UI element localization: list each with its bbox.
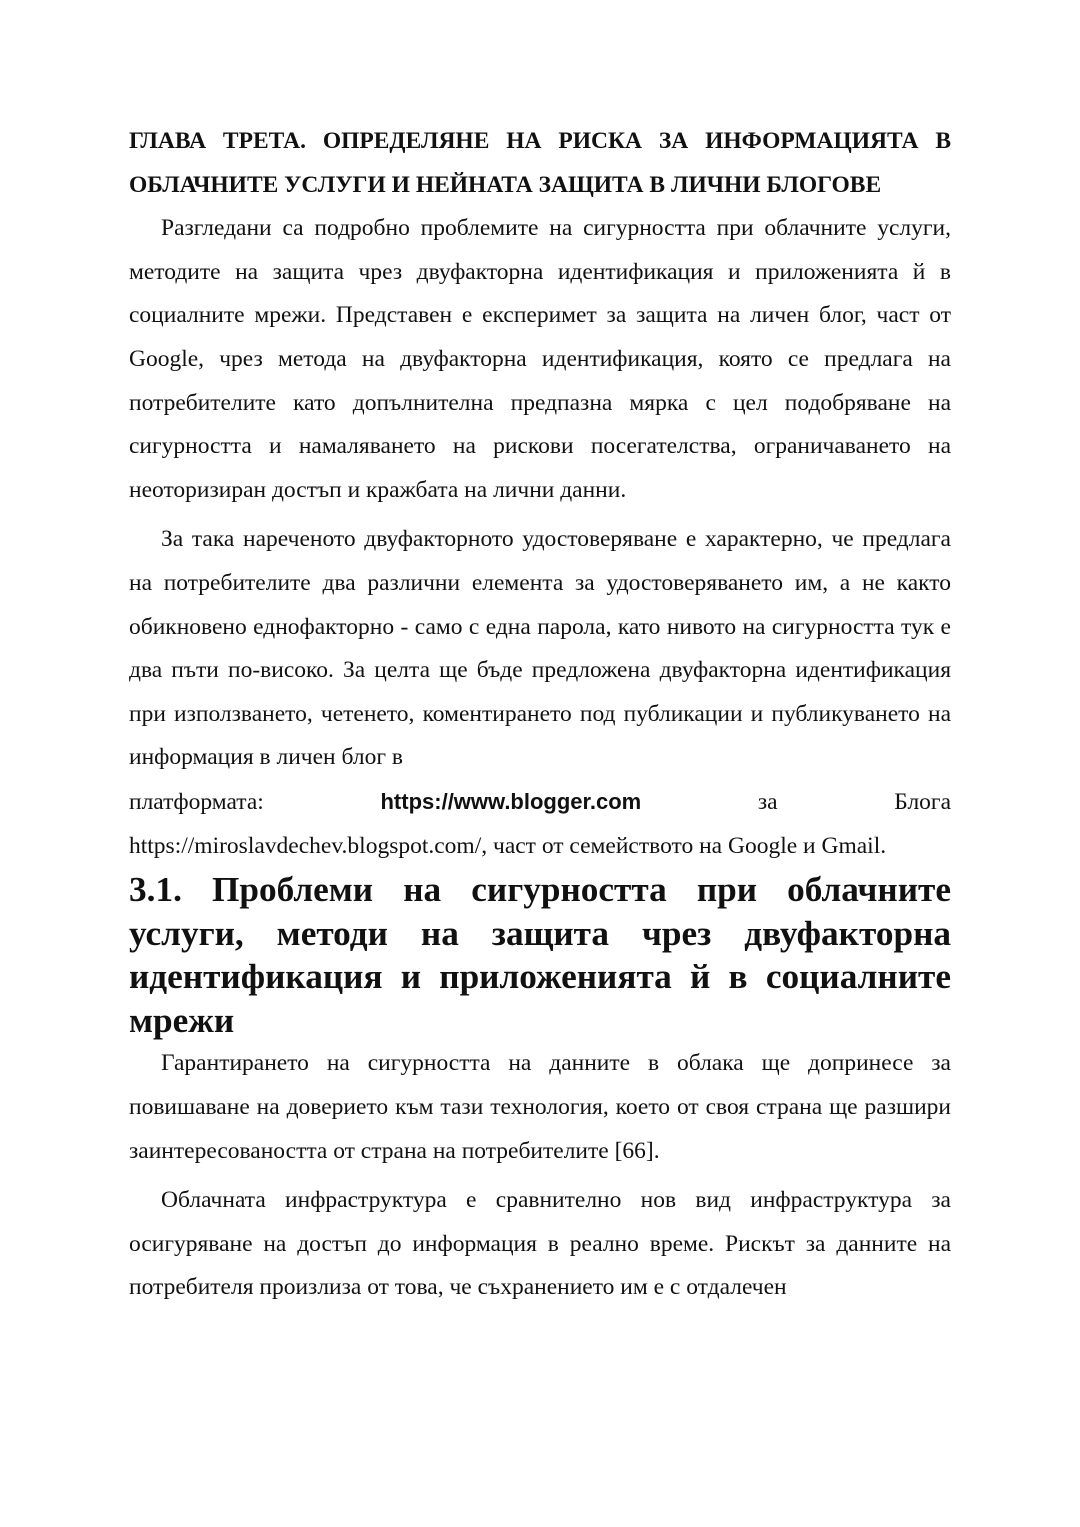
blogger-link[interactable]: https://www.blogger.com [380,788,642,814]
cloud-infra-paragraph: Облачната инфраструктура е сравнително нов вид инфраструктура за осигуряване на достъп до информация в реално време. Рискът за данните на потребителя произлиза от това, че съхранението им е с отдалечен [129,1187,951,1301]
platform-line [129,780,951,825]
blog-url-link[interactable]: https://miroslavdechev.blogspot.com/, [129,832,488,859]
for-word: за [757,788,778,815]
two-factor-paragraph [129,518,951,868]
blog-url-line [129,825,951,869]
document-page [129,120,951,1310]
cloud-trust-paragraph: Гарантирането на сигурността на данните в облака ще допринесе за повишаване на доверието към тази технология, което от своя страна ще разшири заинтересоваността от страна на потребителите [66]. [129,1050,951,1164]
intro-paragraph: Разгледани са подробно проблемите на сигурността при облачните услуги, методите на защита чрез двуфакторна идентификация и приложенията й в социалните мрежи. Представен е експеримет за защита на личен блог, част от Google, чрез метода на двуфакторна идентификация, която се предлага на потребителите като допълнителна предпазна мярка с цел подобряване на сигурността и намаляването на рискови посегателства, ограничаването на неоторизиран достъп и кражбата на лични данни. [129,215,951,503]
two-factor-paragraph-text: За така нареченото двуфакторното удостоверяване е характерно, че предлага на потребителите два различни елемента за удостоверяването им, а не както обикновено еднофакторно - само с една парола, като нивото на сигурността тук е два пъти по-високо. За целта ще бъде предложена двуфакторна идентификация при използването, четенето, коментирането под публикации и публикуването на информация в личен блог в [129,526,951,771]
section-title: 3.1. Проблеми на сигурността при облачните услуги, методи на защита чрез двуфакторна идентификация и приложенията й в социалните мрежи [129,870,951,1040]
platform-label: платформата: [129,788,264,815]
blog-word: Блога [894,788,951,815]
chapter-title: ГЛАВА ТРЕТА. ОПРЕДЕЛЯНЕ НА РИСКА ЗА ИНФОРМАЦИЯТА В ОБЛАЧНИТЕ УСЛУГИ И НЕЙНАТА ЗАЩИТА В ЛИЧНИ БЛОГОВЕ [129,128,951,198]
blog-url-tail: част от семейството на Google и Gmail. [487,832,887,859]
